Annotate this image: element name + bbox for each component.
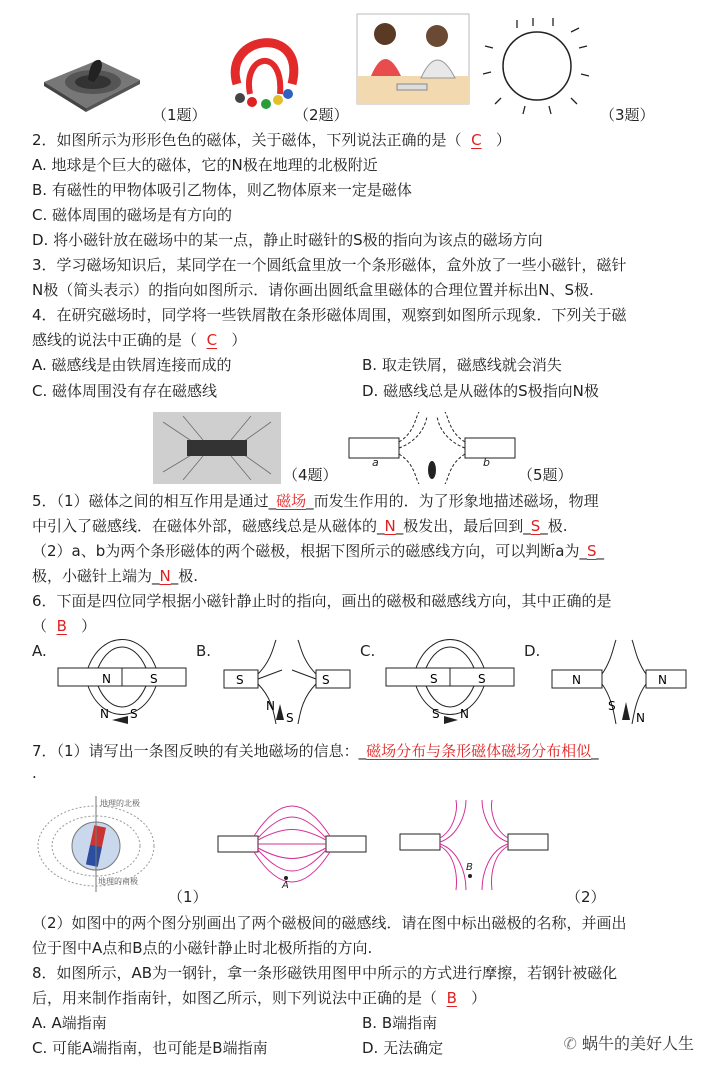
watermark: ✆ 蜗牛的美好人生 (563, 1034, 694, 1053)
label-point-b: B (466, 862, 473, 873)
q2-option-c: C. 磁体周围的磁场是有方向的 (32, 206, 233, 224)
q8-option-a: A. A端指南 (32, 1014, 107, 1032)
q6-figure-d (550, 640, 690, 724)
iron-filings-figure (153, 412, 281, 484)
caption-q5: （5题） (518, 466, 573, 484)
q5-label-a: a (372, 456, 379, 469)
q4-line1: 4．在研究磁场时，同学将一些铁屑散在条形磁体周围，观察到如图所示现象．下列关于磁 (32, 306, 627, 324)
people-figure (357, 14, 469, 104)
q6-line2: （ B ） (32, 617, 97, 635)
q4-option-a: A. 磁感线是由铁屑连接而成的 (32, 356, 232, 374)
q6-c-pole-2: S (478, 672, 486, 686)
q5-line2: 中引入了磁感线．在磁体外部，磁感线总是从磁体的_N_极发出，最后回到_S_极. (32, 517, 568, 535)
caption-q3: （3题） (600, 106, 655, 124)
q8-line2: 后，用来制作指南针，如图乙所示，则下列说法中正确的是（ B ） (32, 989, 487, 1007)
field-figure-b (396, 800, 552, 896)
q6-figure-c (386, 640, 516, 724)
q3-line2: N极（简头表示）的指向如图所示．请你画出圆纸盒里磁体的合理位置并标出N、S极. (32, 281, 594, 299)
q7-line1: 7．（1）请写出一条图反映的有关地磁场的信息：_磁场分布与条形磁体磁场分布相似_ (32, 742, 599, 760)
wechat-icon: ✆ (563, 1034, 577, 1053)
q7-line3: 位于图中A点和B点的小磁针静止时北极所指的方向. (32, 939, 373, 957)
q6-answer: B (56, 617, 67, 635)
q5-line4: 极，小磁针上端为_N_极. (32, 567, 199, 585)
q6-a-pole-2: S (150, 672, 158, 686)
q6-a-needle-2: S (130, 707, 138, 721)
q3-line1: 3．学习磁场知识后，某同学在一个圆纸盒里放一个条形磁体，盒外放了一些小磁针，磁针 (32, 256, 627, 274)
q7-line2: （2）如图中的两个图分别画出了两个磁极间的磁感线．请在图中标出磁极的名称，并画出 (32, 914, 627, 932)
earth-label-bottom: 地理的南极 (98, 877, 138, 886)
label-point-a: A (282, 880, 289, 891)
q6-d-pole-1: N (572, 673, 581, 687)
q5-label-b: b (483, 456, 490, 469)
q6-d-pole-2: N (658, 673, 667, 687)
caption-q2: （2题） (294, 106, 349, 124)
q6-label-a: A. (32, 642, 47, 660)
q6-label-d: D. (524, 642, 541, 660)
q6-b-pole-2: S (322, 673, 330, 687)
earth-label-top: 地理的北极 (100, 799, 140, 808)
q4-option-d: D. 磁感线总是从磁体的S极指向N极 (362, 382, 599, 400)
q6-c-pole-1: S (430, 672, 438, 686)
q6-figure-a (58, 640, 188, 724)
compass-figure (38, 22, 143, 112)
q4-line2: 感线的说法中正确的是（ C ） (32, 331, 247, 349)
q6-b-needle-1: N (266, 699, 275, 713)
caption-q1: （1题） (152, 106, 207, 124)
q6-a-needle-1: N (100, 707, 109, 721)
caption-q7-1: （1） (168, 888, 208, 906)
q8-option-d: D. 无法确定 (362, 1039, 444, 1057)
caption-q4: （4题） (283, 466, 338, 484)
q6-b-pole-1: S (236, 673, 244, 687)
q6-figure-b (222, 640, 352, 724)
q6-label-b: B. (196, 642, 212, 660)
q4-option-b: B. 取走铁屑，磁感线就会消失 (362, 356, 562, 374)
q5-line3: （2）a、b为两个条形磁体的两个磁极，根据下图所示的磁感线方向，可以判断a为_S_ (32, 542, 604, 560)
q2-option-d: D. 将小磁针放在磁场中的某一点，静止时磁针的S极的指向为该点的磁场方向 (32, 231, 543, 249)
q8-line1: 8．如图所示，AB为一钢针，拿一条形磁铁用图甲中所示的方式进行摩擦，若钢针被磁化 (32, 964, 618, 982)
q2-option-b: B. 有磁性的甲物体吸引乙物体，则乙物体原来一定是磁体 (32, 181, 412, 199)
q5-line1: 5．（1）磁体之间的相互作用是通过_磁场_而发生作用的．为了形象地描述磁场，物理 (32, 492, 599, 510)
q2-option-a: A. 地球是个巨大的磁体，它的N极在地理的北极附近 (32, 156, 378, 174)
caption-q7-2: （2） (566, 888, 606, 906)
q6-c-needle-2: N (460, 707, 469, 721)
q4-option-c: C. 磁体周围没有存在磁感线 (32, 382, 218, 400)
q8-option-c: C. 可能A端指南，也可能是B端指南 (32, 1039, 268, 1057)
q2-answer: C (471, 131, 482, 149)
q2-stem: 2．如图所示为形形色色的磁体，关于磁体，下列说法正确的是（ C ） (32, 131, 511, 149)
compass-ring-figure (487, 14, 587, 114)
q6-b-needle-2: S (286, 711, 294, 725)
horseshoe-magnet-figure (222, 24, 312, 109)
q6-d-needle-1: S (608, 699, 616, 713)
q6-d-needle-2: N (636, 711, 645, 725)
field-figure-a (214, 800, 370, 890)
q6-label-c: C. (360, 642, 376, 660)
pole-field-figure-q5 (345, 412, 515, 484)
q6-line1: 6．下面是四位同学根据小磁针静止时的指向，画出的磁极和磁感线方向，其中正确的是 (32, 592, 612, 610)
q6-a-pole-1: N (102, 672, 111, 686)
q4-answer: C (206, 331, 218, 349)
q6-c-needle-1: S (432, 707, 440, 721)
q7-dot: . (32, 764, 37, 782)
q8-answer: B (446, 989, 457, 1007)
q8-option-b: B. B端指南 (362, 1014, 438, 1032)
